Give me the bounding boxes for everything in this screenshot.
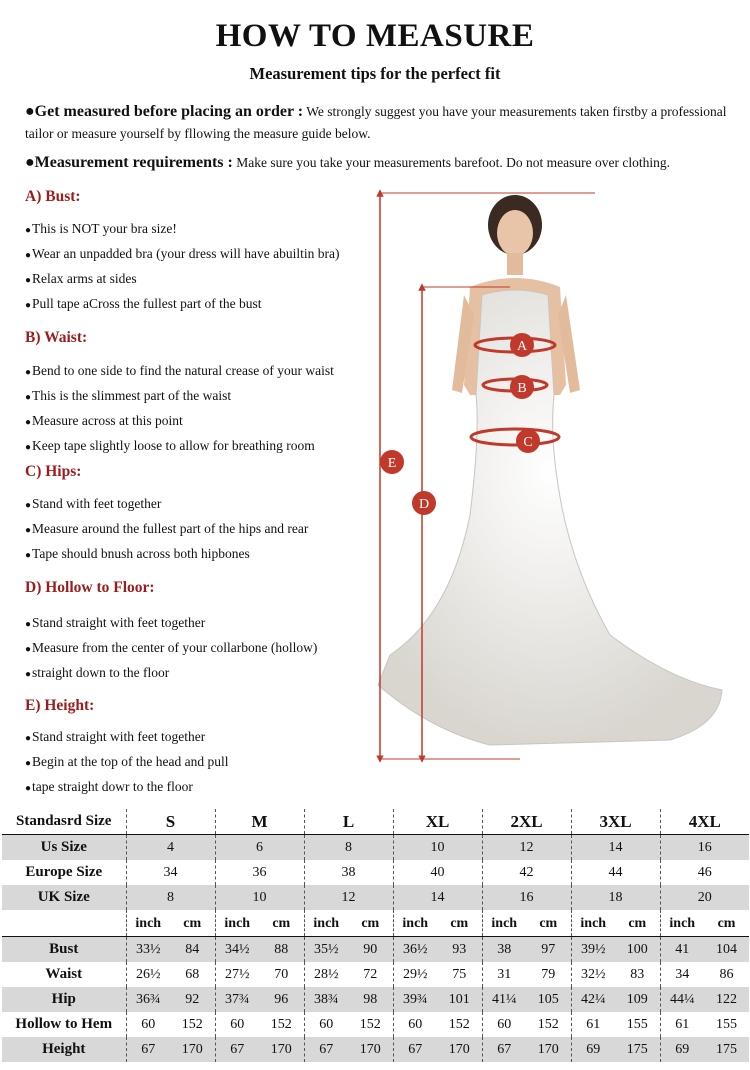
table-row bbox=[2, 885, 749, 910]
table-row bbox=[2, 987, 749, 1012]
table-cell: 86 bbox=[704, 962, 749, 987]
table-cell: 29½ bbox=[393, 962, 437, 987]
table-cell: 40 bbox=[393, 860, 482, 885]
table-cell: 175 bbox=[615, 1037, 660, 1062]
unit-cm: cm bbox=[437, 910, 482, 937]
table-cell: 101 bbox=[437, 987, 482, 1012]
table-cell: 75 bbox=[437, 962, 482, 987]
table-cell: 10 bbox=[393, 835, 482, 861]
table-cell: 109 bbox=[615, 987, 660, 1012]
table-cell: 20 bbox=[660, 885, 749, 910]
table-cell: 36 bbox=[215, 860, 304, 885]
size-3xl: 3XL bbox=[571, 809, 660, 835]
size-2xl: 2XL bbox=[482, 809, 571, 835]
table-cell: 69 bbox=[660, 1037, 704, 1062]
size-m: M bbox=[215, 809, 304, 835]
table-cell: 79 bbox=[526, 962, 571, 987]
table-cell: 88 bbox=[259, 937, 304, 963]
table-cell: 39¾ bbox=[393, 987, 437, 1012]
marker-e-icon bbox=[380, 450, 404, 474]
table-row bbox=[2, 860, 749, 885]
table-cell: 16 bbox=[660, 835, 749, 861]
table-cell: 46 bbox=[660, 860, 749, 885]
table-cell: 60 bbox=[126, 1012, 170, 1037]
table-cell: 44 bbox=[571, 860, 660, 885]
table-cell: 41 bbox=[660, 937, 704, 963]
list-item: ● Wear an unpadded bra (your dress will have abuiltin bra) bbox=[25, 246, 339, 271]
hollow-to-floor-tips-list bbox=[25, 615, 317, 690]
table-cell: 67 bbox=[393, 1037, 437, 1062]
bride-illustration bbox=[370, 185, 735, 785]
list-item: ● straight down to the floor bbox=[25, 665, 317, 690]
section-heading-bust: A) Bust: bbox=[25, 188, 81, 205]
intro-requirements-text: Make sure you take your measurements barefoot. Do not measure over clothing. bbox=[232, 155, 670, 170]
size-s: S bbox=[126, 809, 215, 835]
bust-tips-list bbox=[25, 221, 339, 321]
table-cell: 93 bbox=[437, 937, 482, 963]
table-cell: 97 bbox=[526, 937, 571, 963]
list-item: ● Stand with feet together bbox=[25, 496, 308, 521]
list-item: ● Begin at the top of the head and pull bbox=[25, 754, 229, 779]
table-cell: 90 bbox=[348, 937, 393, 963]
table-cell: 33½ bbox=[126, 937, 170, 963]
table-cell: 175 bbox=[704, 1037, 749, 1062]
intro-requirements-label: ●Measurement requirements : bbox=[25, 154, 233, 171]
height-tips-list bbox=[25, 729, 229, 804]
table-cell: 100 bbox=[615, 937, 660, 963]
section-heading-hollow-to-floor: D) Hollow to Floor: bbox=[25, 579, 155, 596]
table-cell: 155 bbox=[704, 1012, 749, 1037]
table-cell: 36¾ bbox=[126, 987, 170, 1012]
table-cell: 10 bbox=[215, 885, 304, 910]
table-cell: 152 bbox=[170, 1012, 215, 1037]
table-cell: 44¼ bbox=[660, 987, 704, 1012]
table-cell: 34 bbox=[660, 962, 704, 987]
hips-tips-list bbox=[25, 496, 308, 571]
unit-inch: inch bbox=[393, 910, 437, 937]
table-cell: 27½ bbox=[215, 962, 259, 987]
table-cell: 34 bbox=[126, 860, 215, 885]
table-cell: 155 bbox=[615, 1012, 660, 1037]
table-cell: 60 bbox=[482, 1012, 526, 1037]
list-item: ● This is NOT your bra size! bbox=[25, 221, 339, 246]
table-cell: 170 bbox=[437, 1037, 482, 1062]
table-cell: 6 bbox=[215, 835, 304, 861]
list-item: ● Measure across at this point bbox=[25, 413, 334, 438]
page-subtitle: Measurement tips for the perfect fit bbox=[249, 64, 501, 83]
intro-order-label: ●Get measured before placing an order : bbox=[25, 103, 304, 120]
intro-requirements-note bbox=[25, 152, 730, 174]
marker-c-icon bbox=[516, 429, 540, 453]
unit-cm: cm bbox=[348, 910, 393, 937]
list-item: ● This is the slimmest part of the waist bbox=[25, 388, 334, 413]
unit-cm: cm bbox=[704, 910, 749, 937]
list-item: ● Stand straight with feet together bbox=[25, 615, 317, 640]
measurement-figure bbox=[370, 185, 735, 785]
svg-text:A: A bbox=[516, 339, 528, 354]
marker-b-icon bbox=[510, 375, 534, 399]
table-cell: 68 bbox=[170, 962, 215, 987]
unit-cm: cm bbox=[615, 910, 660, 937]
table-cell: 8 bbox=[126, 885, 215, 910]
table-cell: 39½ bbox=[571, 937, 615, 963]
table-cell: 61 bbox=[660, 1012, 704, 1037]
section-heading-waist: B) Waist: bbox=[25, 329, 88, 346]
section-heading-hips: C) Hips: bbox=[25, 463, 82, 480]
table-cell: 122 bbox=[704, 987, 749, 1012]
table-cell: 37¾ bbox=[215, 987, 259, 1012]
table-cell: 8 bbox=[304, 835, 393, 861]
list-item: ● Measure from the center of your collarbone (hollow) bbox=[25, 640, 317, 665]
table-cell: 96 bbox=[259, 987, 304, 1012]
row-label: Waist bbox=[2, 962, 126, 987]
table-row bbox=[2, 937, 749, 963]
table-cell: 16 bbox=[482, 885, 571, 910]
unit-cm: cm bbox=[170, 910, 215, 937]
size-4xl: 4XL bbox=[660, 809, 749, 835]
size-chart-table bbox=[2, 809, 749, 1062]
face-shape bbox=[497, 210, 533, 256]
table-cell: 28½ bbox=[304, 962, 348, 987]
table-cell: 72 bbox=[348, 962, 393, 987]
table-cell: 170 bbox=[170, 1037, 215, 1062]
table-cell: 67 bbox=[304, 1037, 348, 1062]
standard-size-label: Standasrd Size bbox=[2, 809, 126, 835]
row-label: Europe Size bbox=[2, 860, 126, 885]
table-cell: 42 bbox=[482, 860, 571, 885]
svg-text:E: E bbox=[387, 456, 397, 471]
unit-cm: cm bbox=[259, 910, 304, 937]
unit-inch: inch bbox=[571, 910, 615, 937]
table-row bbox=[2, 962, 749, 987]
table-cell: 38 bbox=[482, 937, 526, 963]
neck-shape bbox=[507, 253, 523, 275]
unit-inch: inch bbox=[482, 910, 526, 937]
table-cell: 152 bbox=[259, 1012, 304, 1037]
table-cell: 84 bbox=[170, 937, 215, 963]
list-item: ● Bend to one side to find the natural crease of your waist bbox=[25, 363, 334, 388]
table-cell: 152 bbox=[526, 1012, 571, 1037]
list-item: ● tape straight dowr to the floor bbox=[25, 779, 229, 804]
size-l: L bbox=[304, 809, 393, 835]
svg-text:C: C bbox=[523, 435, 533, 450]
table-cell: 60 bbox=[393, 1012, 437, 1037]
table-cell: 14 bbox=[393, 885, 482, 910]
page-title: HOW TO MEASURE bbox=[215, 18, 535, 54]
list-item: ● Measure around the fullest part of the hips and rear bbox=[25, 521, 308, 546]
table-cell: 35½ bbox=[304, 937, 348, 963]
list-item: ● Pull tape aCross the fullest part of the bust bbox=[25, 296, 339, 321]
table-cell: 60 bbox=[215, 1012, 259, 1037]
table-cell: 12 bbox=[304, 885, 393, 910]
table-cell: 42¼ bbox=[571, 987, 615, 1012]
list-item: ● Keep tape slightly loose to allow for breathing room bbox=[25, 438, 334, 463]
row-label: Bust bbox=[2, 937, 126, 963]
table-cell: 61 bbox=[571, 1012, 615, 1037]
list-item: ● Tape should bnush across both hipbones bbox=[25, 546, 308, 571]
unit-header-row bbox=[2, 910, 749, 937]
table-cell: 34½ bbox=[215, 937, 259, 963]
table-cell: 31 bbox=[482, 962, 526, 987]
row-label: Hip bbox=[2, 987, 126, 1012]
table-row bbox=[2, 1012, 749, 1037]
table-cell: 67 bbox=[482, 1037, 526, 1062]
table-row bbox=[2, 835, 749, 861]
unit-cm: cm bbox=[526, 910, 571, 937]
table-cell: 104 bbox=[704, 937, 749, 963]
row-label: Height bbox=[2, 1037, 126, 1062]
row-label: UK Size bbox=[2, 885, 126, 910]
table-cell: 152 bbox=[348, 1012, 393, 1037]
gown-shape bbox=[378, 290, 722, 745]
table-cell: 60 bbox=[304, 1012, 348, 1037]
table-cell: 98 bbox=[348, 987, 393, 1012]
row-label: Hollow to Hem bbox=[2, 1012, 126, 1037]
unit-inch: inch bbox=[215, 910, 259, 937]
table-cell: 32½ bbox=[571, 962, 615, 987]
marker-a-icon bbox=[510, 333, 534, 357]
table-cell: 12 bbox=[482, 835, 571, 861]
waist-tips-list bbox=[25, 363, 334, 463]
table-cell: 170 bbox=[259, 1037, 304, 1062]
table-cell: 170 bbox=[348, 1037, 393, 1062]
unit-inch: inch bbox=[304, 910, 348, 937]
table-cell: 69 bbox=[571, 1037, 615, 1062]
unit-inch: inch bbox=[126, 910, 170, 937]
size-xl: XL bbox=[393, 809, 482, 835]
table-cell: 14 bbox=[571, 835, 660, 861]
table-cell: 36½ bbox=[393, 937, 437, 963]
table-cell: 92 bbox=[170, 987, 215, 1012]
table-cell: 4 bbox=[126, 835, 215, 861]
table-cell: 38¾ bbox=[304, 987, 348, 1012]
unit-inch: inch bbox=[660, 910, 704, 937]
row-label: Us Size bbox=[2, 835, 126, 861]
marker-d-icon bbox=[412, 491, 436, 515]
table-cell: 83 bbox=[615, 962, 660, 987]
table-cell: 67 bbox=[126, 1037, 170, 1062]
svg-text:D: D bbox=[418, 497, 430, 512]
table-cell: 70 bbox=[259, 962, 304, 987]
section-heading-height: E) Height: bbox=[25, 697, 95, 714]
intro-order-text: We strongly suggest you have your measurements taken firstby a professional tailor or measure yourself by fllowing the measure guide below. bbox=[25, 104, 727, 141]
table-cell: 26½ bbox=[126, 962, 170, 987]
list-item: ● Stand straight with feet together bbox=[25, 729, 229, 754]
table-cell: 152 bbox=[437, 1012, 482, 1037]
svg-text:B: B bbox=[517, 381, 527, 396]
intro-order-note bbox=[25, 101, 730, 145]
list-item: ● Relax arms at sides bbox=[25, 271, 339, 296]
table-cell: 67 bbox=[215, 1037, 259, 1062]
table-cell: 105 bbox=[526, 987, 571, 1012]
table-row bbox=[2, 1037, 749, 1062]
unit-row-spacer bbox=[2, 910, 126, 937]
table-cell: 170 bbox=[526, 1037, 571, 1062]
table-cell: 41¼ bbox=[482, 987, 526, 1012]
table-cell: 38 bbox=[304, 860, 393, 885]
table-header-row bbox=[2, 809, 749, 835]
table-cell: 18 bbox=[571, 885, 660, 910]
